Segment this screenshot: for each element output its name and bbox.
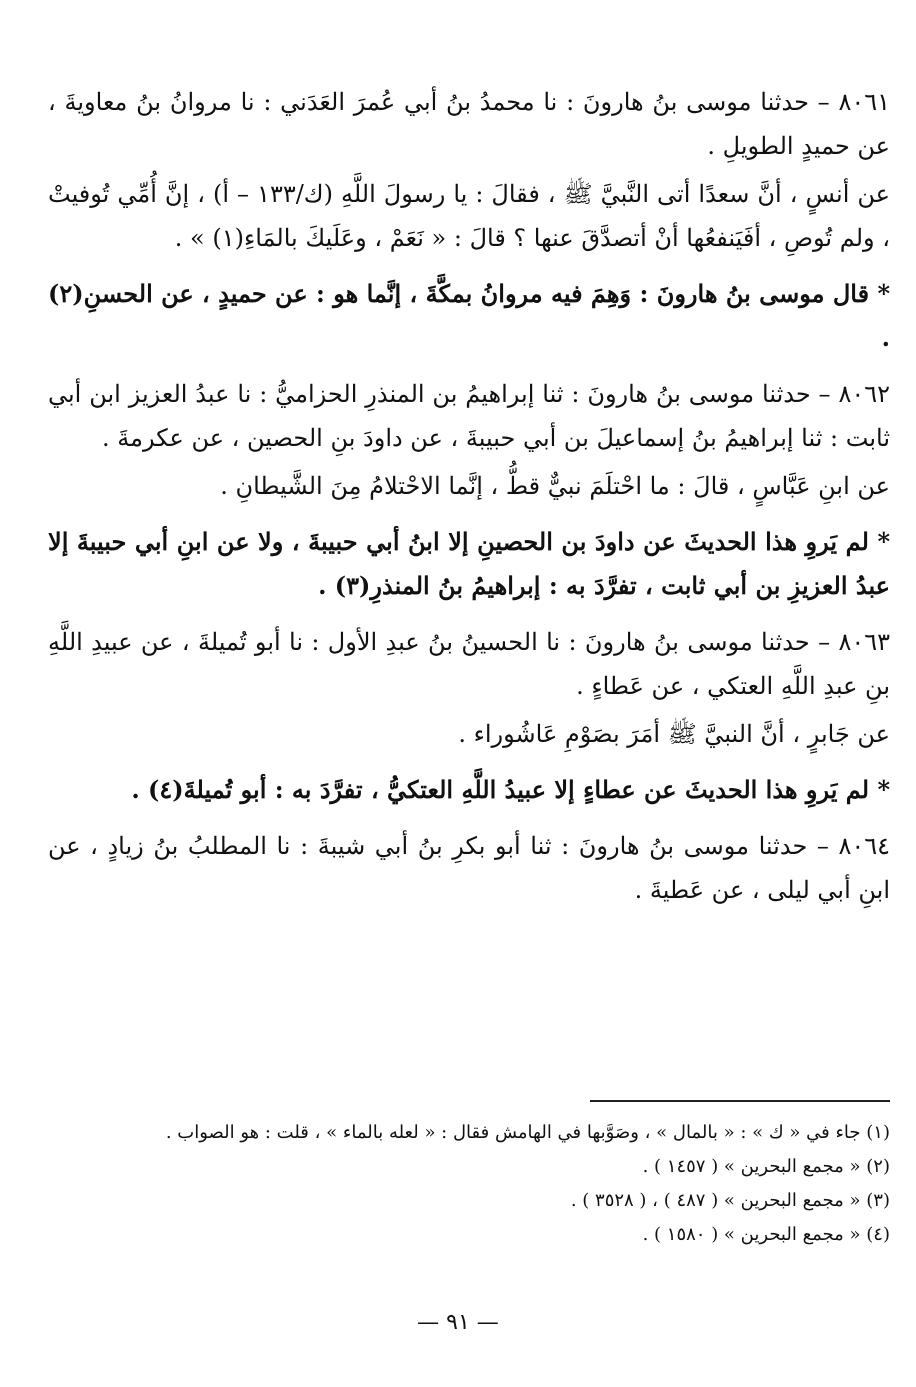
hadith-8062-text: عن ابنِ عَبَّاسٍ ، قالَ : ما احْتلَمَ نبيٌّ قطُّ ، إنَّما الاحْتلامُ مِنَ الشَّيطانِ .	[220, 472, 890, 500]
note-8061: * قال موسى بنُ هارونَ : وَهِمَ فيه مروانُ بمكَّةَ ، إنَّما هو : عن حميدٍ ، عن الحسنِ(٢) .	[47, 279, 890, 352]
hadith-8063: ٨٠٦٣ – حدثنا موسى بنُ هارونَ : نا الحسينُ بنُ عبدِ الأول : نا أبو تُميلةَ ، عن عبيدِ اللَّهِ بنِ عبدِ اللَّهِ العتكي ، عن عَطاءٍ .	[48, 628, 890, 700]
footnotes	[48, 1100, 890, 1252]
footnote-4: (٤) « مجمع البحرين » ( ١٥٨٠ ) .	[642, 1224, 890, 1245]
page-body	[48, 80, 890, 916]
page-number: — ٩١ —	[417, 1310, 499, 1335]
note-8063: * لم يَروِ هذا الحديثَ عن عطاءٍ إلا عبيدُ اللَّهِ العتكيُّ ، تفرَّدَ به : أبو تُميلةَ(٤) .	[131, 775, 890, 804]
note-8062: * لم يَروِ هذا الحديثَ عن داودَ بن الحصينِ إلا ابنُ أبي حبيبةَ ، ولا عن ابنِ أبي حبيبةَ إلا عبدُ العزيزِ بن أبي ثابت ، تفرَّدَ به : إبراهيمُ بنُ المنذرِ(٣) .	[48, 527, 890, 600]
footnote-2: (٢) « مجمع البحرين » ( ١٤٥٧ ) .	[642, 1156, 890, 1177]
hadith-8063-text: عن جَابرٍ ، أنَّ النبيَّ ﷺ أمَرَ بصَوْمِ عَاشُوراء .	[458, 720, 890, 748]
footnote-divider	[590, 1100, 890, 1102]
hadith-8062: ٨٠٦٢ – حدثنا موسى بنُ هارونَ : ثنا إبراهيمُ بن المنذرِ الحزاميُّ : نا عبدُ العزيز ابن أبي ثابت : ثنا إبراهيمُ بنُ إسماعيلَ بن أبي حبيبةَ ، عن داودَ بنِ الحصين ، عن عكرمةَ .	[48, 380, 890, 452]
footnote-3: (٣) « مجمع البحرين » ( ٤٨٧ ) ، ( ٣٥٢٨ ) .	[570, 1190, 890, 1211]
hadith-8061-text: عن أنسٍ ، أنَّ سعدًا أتى النَّبيَّ ﷺ ، فقالَ : يا رسولَ اللَّهِ (ك/١٣٣ – أ) ، إنَّ أُمِّي تُوفيتْ ، ولم تُوصِ ، أفَيَنفعُها أنْ أتصدَّقَ عنها ؟ قالَ : « نَعَمْ ، وعَلَيكَ بالمَاءِ(١) » .	[48, 180, 891, 252]
footnote-1: (١) جاء في « ك » : « بالمال » ، وصَوَّبها في الهامش فقال : « لعله بالماء » ، قلت : هو الصواب .	[165, 1122, 890, 1143]
hadith-8064: ٨٠٦٤ – حدثنا موسى بنُ هارونَ : ثنا أبو بكرِ بنُ أبي شيبةَ : نا المطلبُ بنُ زيادٍ ، عن ابنِ أبي ليلى ، عن عَطيةَ .	[48, 832, 890, 904]
hadith-8061: ٨٠٦١ – حدثنا موسى بنُ هارونَ : نا محمدُ بنُ أبي عُمرَ العَدَني : نا مروانُ بنُ معاويةَ ، عن حميدٍ الطويلِ .	[48, 88, 890, 160]
